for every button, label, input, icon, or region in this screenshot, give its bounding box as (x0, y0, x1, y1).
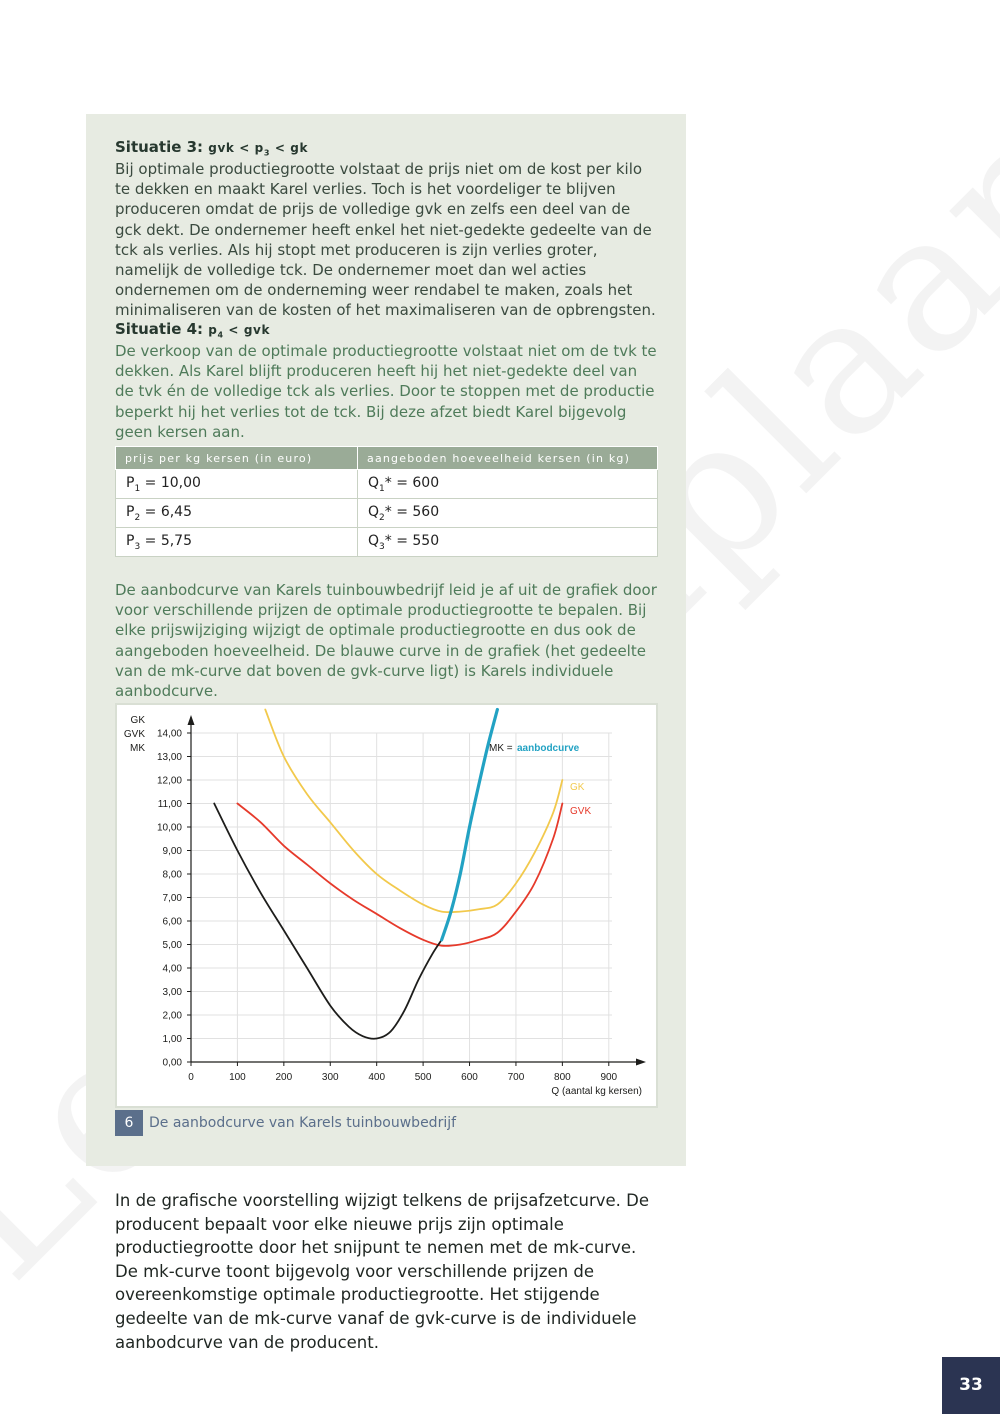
gk-curve (265, 710, 562, 913)
y-tick-label: 11,00 (157, 799, 182, 810)
x-axis-arrow (636, 1059, 646, 1066)
y-axis-label: GVK (123, 729, 145, 740)
table-header-quantity: aangeboden hoeveelheid kersen (in kg) (358, 447, 658, 470)
situatie-3-text: Bij optimale productiegrootte volstaat de prijs niet om de kost per kilo te dekken en maakt Karel verlies. Toch is het voordeliger te blijven produceren omdat de prijs de volledige gvk en zelfs een deel van de gck dekt. De ondernemer heeft enkel het niet-gedekte gedeelte van de tck als verlies. Als hij stopt met produceren is zijn verlies groter, namelijk de volledige tck. De ondernemer moet dan wel acties ondernemen om de onderneming weer rendabel te maken, zoals het minimaliseren van de kosten of het maximaliseren van de opbrengsten. (115, 160, 656, 320)
price-quantity-table (115, 446, 658, 557)
table-cell-price: $P_1 = 10,00$ (116, 470, 358, 499)
page-number: 33 (942, 1357, 1000, 1414)
chart-svg (117, 705, 660, 1110)
table-cell-quantity: $Q_3* = 550$ (358, 528, 658, 557)
x-tick-label: 600 (461, 1072, 478, 1083)
situatie-3-condition: gvk < $p_3$ < gk (208, 141, 309, 158)
x-tick-label: 200 (275, 1072, 293, 1083)
table-cell-quantity: $Q_1* = 600$ (358, 470, 658, 499)
y-tick-label: 6,00 (162, 916, 182, 928)
x-axis-label: Q (aantal kg kersen) (551, 1086, 642, 1097)
table-row (116, 499, 658, 528)
y-tick-label: 12,00 (156, 775, 182, 787)
situatie-4-condition: $p_4$ < gvk (208, 323, 271, 340)
situatie-4-heading (115, 320, 270, 339)
y-tick-label: 0,00 (162, 1057, 182, 1069)
x-tick-label: 400 (368, 1072, 386, 1083)
table-row (116, 528, 658, 557)
x-tick-label: 900 (600, 1072, 618, 1083)
x-tick-label: 300 (321, 1072, 339, 1083)
y-tick-label: 8,00 (162, 869, 182, 881)
x-tick-label: 800 (554, 1072, 571, 1083)
y-tick-label: 9,00 (162, 846, 182, 857)
table-cell-price: $P_3 = 5,75$ (116, 528, 358, 557)
x-tick-label: 700 (507, 1072, 525, 1083)
table-row (116, 470, 658, 499)
figure-caption (115, 1110, 658, 1136)
situatie-4-text: De verkoop van de optimale productiegrootte volstaat niet om de tvk te dekken. Als Karel blijft produceren heeft hij het niet-gedekte deel van de tvk én de volledige tck als verlies. Door te stoppen met de productie beperkt hij het verlies tot de tck. Bij deze afzet biedt Karel bijgevolg geen kersen aan. (115, 342, 657, 441)
annotation-mk: MK = (489, 743, 513, 754)
annotation-gk: GK (570, 782, 585, 793)
supply-curve-chart (115, 703, 658, 1108)
intro-text: De aanbodcurve van Karels tuinbouwbedrijf leid je af uit de grafiek door voor verschillende prijzen de optimale productiegrootte te bepalen. Bij elke prijswijziging wijzigt de optimale productiegrootte en dus ook de aangeboden hoeveelheid. De blauwe curve in de grafiek (het gedeelte van de mk-curve dat boven de gvk-curve ligt) is Karels individuele aanbodcurve. (115, 581, 657, 701)
y-tick-label: 5,00 (162, 940, 182, 951)
y-tick-label: 3,00 (162, 987, 182, 998)
figure-number: 6 (115, 1110, 143, 1136)
body-text: In de grafische voorstelling wijzigt telkens de prijsafzetcurve. De producent bepaalt voor elke nieuwe prijs zijn optimale productiegrootte door het snijpunt te nemen met de mk-curve. De mk-curve toont bijgevolg voor verschillende prijzen de overeenkomstige optimale productiegrootte. Het stijgende gedeelte van de mk-curve vanaf de gvk-curve is de individuele aanbodcurve van de producent. (115, 1191, 649, 1352)
y-tick-label: 13,00 (156, 752, 182, 763)
figure-caption-text: De aanbodcurve van Karels tuinbouwbedrijf (149, 1115, 457, 1131)
y-tick-label: 1,00 (162, 1034, 182, 1045)
annotation-gvk: GVK (570, 806, 592, 817)
y-tick-label: 2,00 (162, 1010, 182, 1022)
x-tick-label: 0 (188, 1072, 194, 1083)
y-axis-label: MK (130, 743, 145, 754)
table-cell-price: $P_2 = 6,45$ (116, 499, 358, 528)
situatie-3-heading (115, 138, 308, 157)
gvk-curve (237, 804, 562, 946)
annotation-aanbodcurve: aanbodcurve (517, 743, 580, 754)
y-tick-label: 14,00 (156, 728, 182, 740)
y-tick-label: 7,00 (162, 893, 182, 904)
situatie-3-title: Situatie 3: (115, 138, 209, 156)
table-header-price: prijs per kg kersen (in euro) (116, 447, 358, 470)
y-tick-label: 10,00 (156, 822, 182, 834)
situatie-4-title: Situatie 4: (115, 320, 209, 338)
x-tick-label: 500 (414, 1072, 432, 1083)
y-axis-label: GK (130, 715, 145, 726)
x-tick-label: 100 (229, 1072, 246, 1083)
table-cell-quantity: $Q_2* = 560$ (358, 499, 658, 528)
y-tick-label: 4,00 (162, 963, 182, 975)
y-axis-arrow (188, 715, 195, 725)
